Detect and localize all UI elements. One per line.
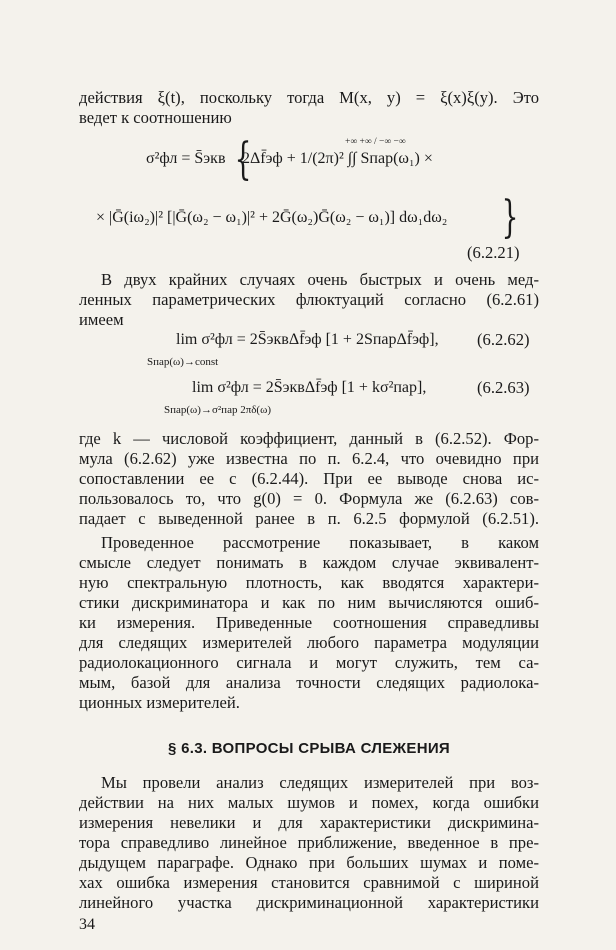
text-line: мым, базой для анализа точности следящих радиолока- — [79, 673, 539, 692]
text-line: действии на них малых шумов и помех, когда ошибки — [79, 793, 539, 812]
eq-6-2-21-limits: +∞ +∞ / −∞ −∞ — [345, 137, 406, 147]
text-line: дыдущем параграфе. Однако при больших шумах и поме- — [79, 853, 539, 872]
eq-number: (6.2.62) — [477, 330, 530, 349]
text-line: измерения невелики и для характеристики дискримина- — [79, 813, 539, 832]
text-line: где k — числовой коэффициент, данный в (6.2.52). Фор- — [79, 429, 539, 448]
text-line: В двух крайних случаях очень быстрых и очень мед- — [101, 270, 539, 289]
text-line: мула (6.2.62) уже известна по п. 6.2.4, что очевидно при — [79, 449, 539, 468]
eq-number: (6.2.63) — [477, 378, 530, 397]
eq-6-2-62-sub: Sпар(ω)→const — [147, 356, 219, 368]
text-line: линейного участка дискриминационной характеристики — [79, 893, 539, 912]
text-line: ленных параметрических флюктуаций согласно (6.2.61) — [79, 290, 539, 309]
text-line: пользовалось то, что g(0) = 0. Формула же (6.2.63) сов- — [79, 489, 539, 508]
text-line: ную спектральную плотность, как вводятся характери- — [79, 573, 539, 592]
eq-6-2-21-lhs: σ²фл = S̄экв — [146, 150, 226, 167]
text-line: ционных измерителей. — [79, 693, 240, 712]
text-line: радиолокационного сигнала и могут служить, тем са- — [79, 653, 539, 672]
text-line: Мы провели анализ следящих измерителей при воз- — [101, 773, 539, 792]
text-line: имеем — [79, 310, 124, 329]
text-line: смысле следует понимать в каждом случае эквивалент- — [79, 553, 539, 572]
page-number: 34 — [79, 916, 95, 933]
section-heading: § 6.3. ВОПРОСЫ СРЫВА СЛЕЖЕНИЯ — [167, 740, 451, 757]
eq-6-2-63-sub: Sпар(ω)→σ²пар 2πδ(ω) — [164, 404, 272, 416]
eq-number: (6.2.21) — [467, 243, 520, 262]
text-line: ведет к соотношению — [79, 108, 232, 127]
text-line: действия ξ(t), поскольку тогда M(x, y) = ξ(x)ξ(y). Это — [79, 88, 539, 107]
left-brace-icon: { — [234, 134, 252, 185]
text-line: ки измерения. Приведенные соотношения справедливы — [79, 613, 539, 632]
text-line: для следящих измерителей любого параметра модуляции — [79, 633, 539, 652]
eq-6-2-21-rhs: 2Δf̄эф + 1/(2π)² ∫∫ Sпар(ω₁) × — [242, 150, 433, 167]
right-brace-icon: } — [501, 192, 519, 243]
text-line: сопоставлении ее с (6.2.44). При ее выводе снова ис- — [79, 469, 539, 488]
eq-6-2-63-body: lim σ²фл = 2S̄эквΔf̄эф [1 + kσ²пар], — [192, 379, 427, 396]
eq-6-2-21-line2: × |Ḡ(iω₂)|² [|Ḡ(ω₂ − ω₁)|² + 2Ḡ(ω₂)Ḡ(ω₂ − ω₁)] dω₁dω₂ — [96, 209, 448, 226]
text-line: стики дискриминатора и как по ним вычисляются ошиб- — [79, 593, 539, 612]
text-line: Проведенное рассмотрение показывает, в каком — [101, 533, 539, 552]
text-line: тора справедливо линейное приближение, введенное в пре- — [79, 833, 539, 852]
text-line: падает с выведенной ранее в п. 6.2.5 формулой (6.2.51). — [79, 509, 539, 528]
eq-6-2-62-body: lim σ²фл = 2S̄эквΔf̄эф [1 + 2SпарΔf̄эф], — [176, 331, 439, 348]
text-line: хах ошибка измерения становится сравнимой с шириной — [79, 873, 539, 892]
